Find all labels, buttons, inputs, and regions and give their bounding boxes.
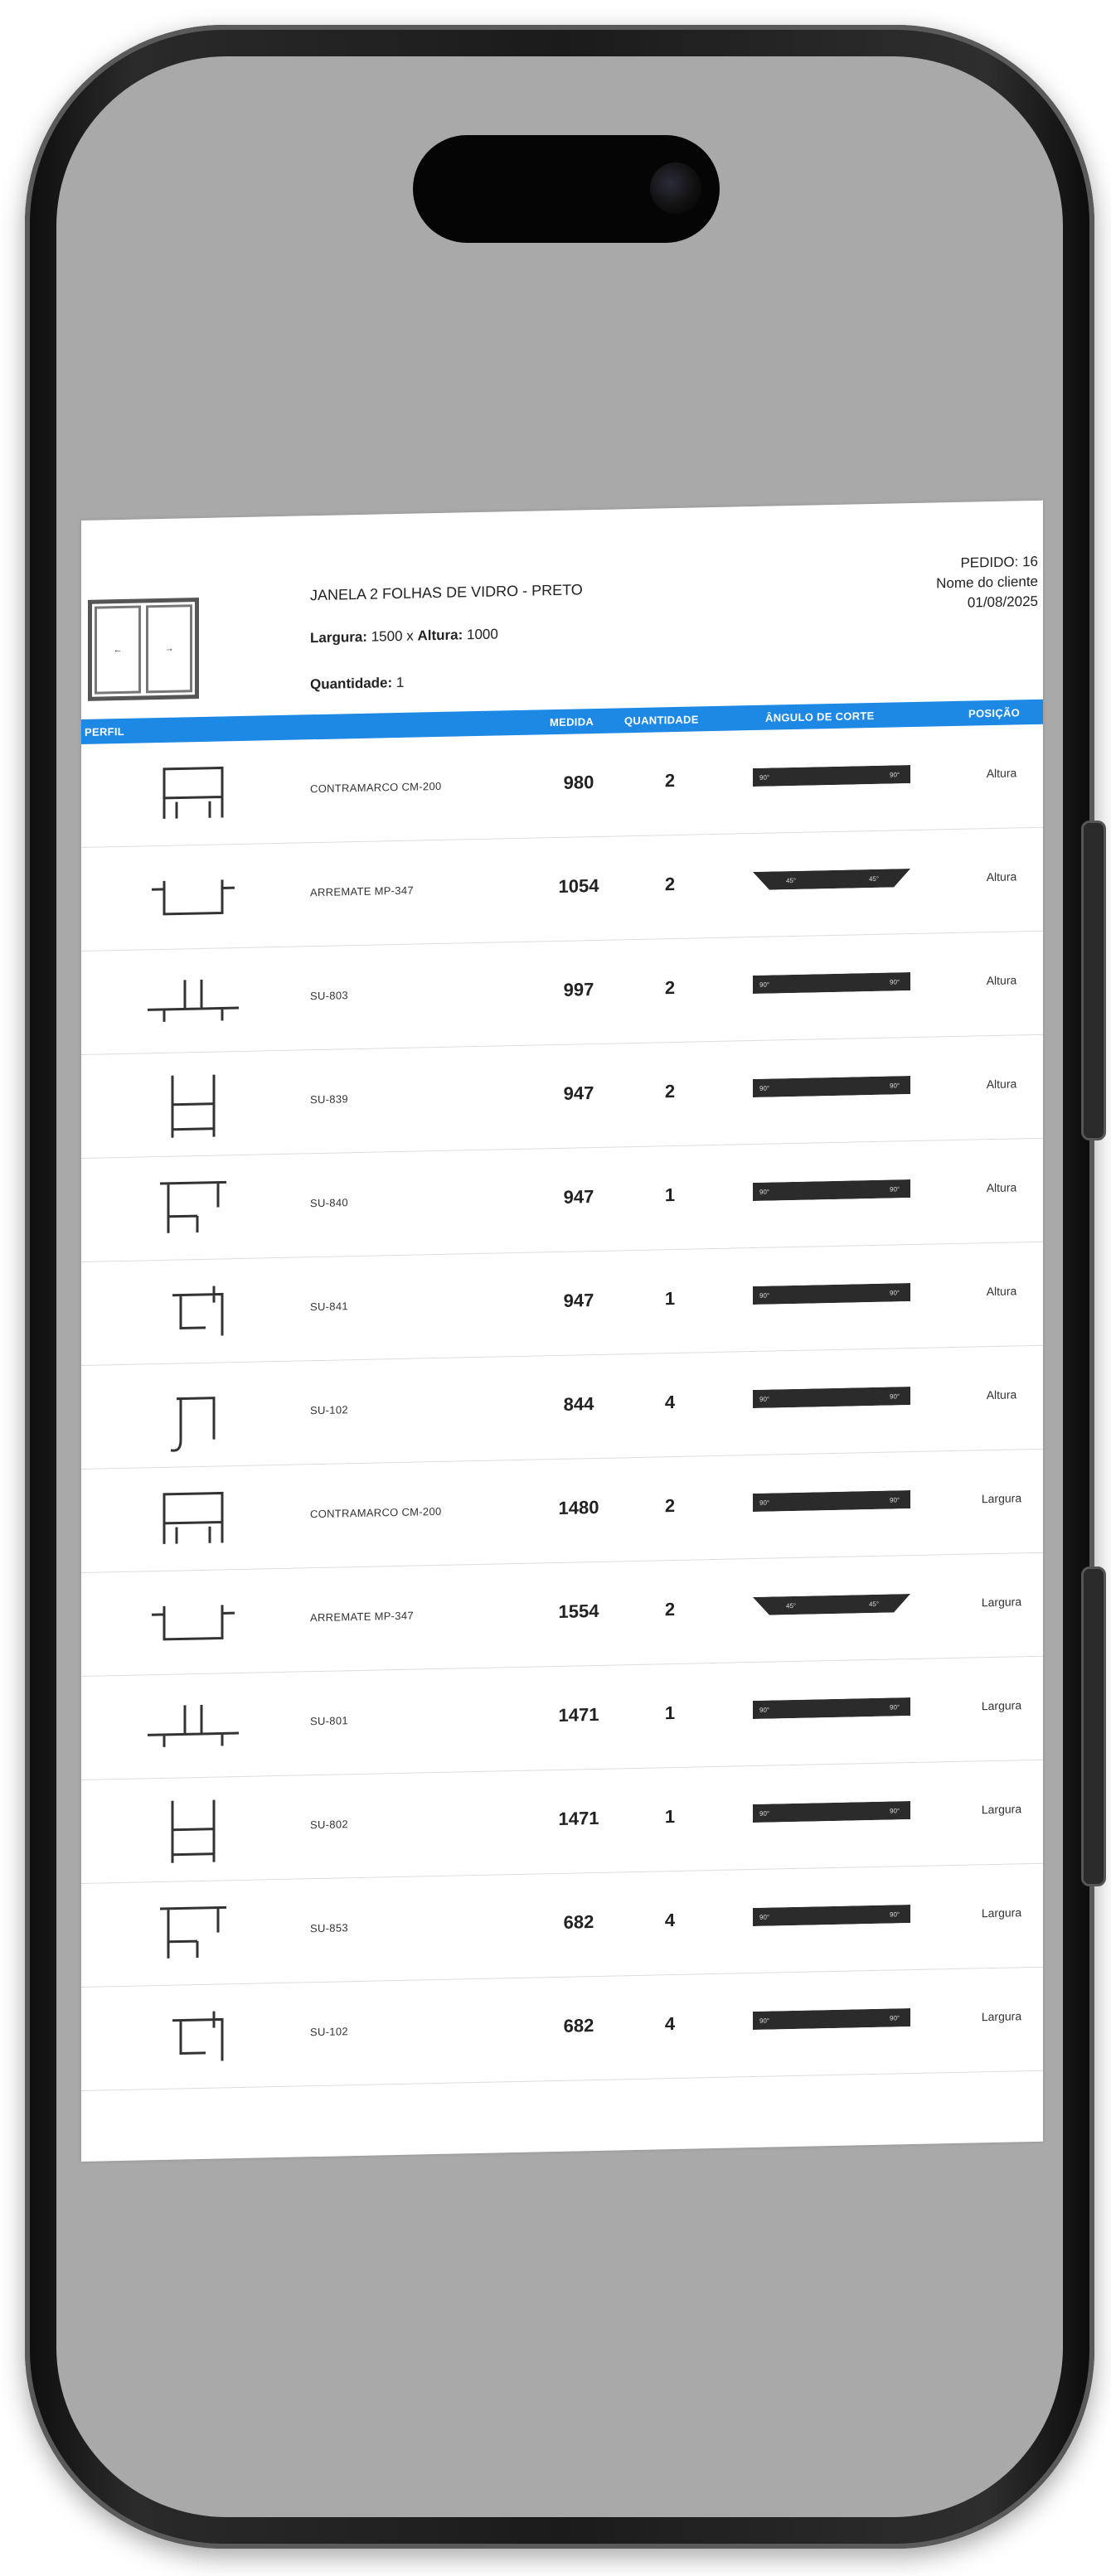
profile-name: SU-841 xyxy=(310,1300,348,1314)
quantity-value: 1 xyxy=(664,1805,676,1828)
quantity xyxy=(310,675,404,693)
position-value: Largura xyxy=(981,2009,1022,2024)
profile-drawing-icon xyxy=(139,1373,247,1458)
volume-down-button xyxy=(1081,1566,1106,1886)
measure-value: 947 xyxy=(563,1186,594,1208)
height-value: 1000 xyxy=(467,626,498,643)
measure-value: 1471 xyxy=(558,1703,599,1726)
order-meta xyxy=(936,552,1038,614)
cut-list-document xyxy=(81,501,1043,2162)
cut-angle-bar xyxy=(753,1076,910,1097)
profile-drawing-icon xyxy=(139,1891,247,1976)
measure-value: 1471 xyxy=(558,1807,599,1829)
svg-text:90°: 90° xyxy=(890,978,900,986)
profile-name: CONTRAMARCO CM-200 xyxy=(310,779,442,796)
svg-text:90°: 90° xyxy=(890,1082,900,1090)
window-pane-right: → xyxy=(146,604,192,693)
profile-drawing-icon xyxy=(139,855,247,940)
table-row xyxy=(81,724,1043,848)
svg-text:45°: 45° xyxy=(869,874,880,884)
position-value: Altura xyxy=(986,869,1017,884)
position-value: Largura xyxy=(981,1905,1022,1920)
profile-name: SU-802 xyxy=(310,1818,348,1832)
quantity-value: 4 xyxy=(664,1909,676,1931)
svg-text:90°: 90° xyxy=(890,1392,900,1401)
document-header xyxy=(81,501,1043,693)
profile-drawing-icon xyxy=(139,1269,247,1354)
cut-angle-bar xyxy=(753,1179,910,1201)
col-position: POSIÇÃO xyxy=(968,706,1021,720)
measure-value: 1480 xyxy=(558,1496,599,1518)
profile-name: SU-102 xyxy=(310,1403,348,1417)
table-row xyxy=(81,1864,1043,1988)
cut-angle-bar xyxy=(753,1905,910,1926)
order-date: 01/08/2025 xyxy=(967,593,1038,611)
quantity-value: 1 xyxy=(395,674,405,691)
cut-angle-bar xyxy=(753,1594,910,1615)
profile-drawing-icon xyxy=(139,1787,247,1872)
svg-text:90°: 90° xyxy=(759,1499,770,1507)
client-name: Nome do cliente xyxy=(936,573,1038,592)
col-angle: ÂNGULO DE CORTE xyxy=(765,709,875,724)
volume-up-button xyxy=(1081,821,1106,1140)
col-profile: PERFIL xyxy=(85,724,125,738)
table-row xyxy=(81,1242,1043,1366)
quantity-value: 2 xyxy=(664,1080,676,1102)
table-row xyxy=(81,1346,1043,1470)
svg-text:45°: 45° xyxy=(786,876,797,885)
quantity-value: 1 xyxy=(664,1287,676,1310)
window-pane-left: ← xyxy=(95,605,141,694)
measure-value: 682 xyxy=(563,1911,594,1933)
measure-value: 980 xyxy=(563,772,594,793)
cut-angle-bar xyxy=(753,869,910,890)
measure-value: 1054 xyxy=(558,874,599,897)
profile-drawing-icon xyxy=(139,1683,247,1769)
quantity-value: 2 xyxy=(664,1598,676,1620)
svg-text:90°: 90° xyxy=(759,1706,770,1714)
quantity-value: 4 xyxy=(664,2012,676,2035)
phone-screen xyxy=(56,56,1063,2517)
table-row xyxy=(81,1035,1043,1159)
position-value: Largura xyxy=(981,1698,1022,1713)
position-value: Altura xyxy=(986,1180,1017,1195)
profile-name: CONTRAMARCO CM-200 xyxy=(310,1504,442,1521)
profile-drawing-icon xyxy=(139,1994,247,2080)
svg-text:90°: 90° xyxy=(759,1395,770,1403)
col-measure: MEDIDA xyxy=(550,715,594,729)
svg-text:90°: 90° xyxy=(890,1289,900,1297)
quantity-value: 2 xyxy=(664,1494,676,1517)
camera-icon xyxy=(650,162,701,214)
cut-angle-bar xyxy=(753,1801,910,1823)
table-row xyxy=(81,1968,1043,2091)
cut-angle-bar xyxy=(753,2008,910,2030)
profile-name: ARREMATE MP-347 xyxy=(310,1609,414,1625)
profile-name: SU-801 xyxy=(310,1714,348,1728)
profile-name: SU-853 xyxy=(310,1921,348,1935)
svg-text:90°: 90° xyxy=(759,1291,770,1300)
position-value: Altura xyxy=(986,973,1017,988)
quantity-value: 2 xyxy=(664,976,676,999)
profile-name: SU-102 xyxy=(310,2025,348,2039)
svg-text:90°: 90° xyxy=(759,1188,770,1196)
profile-drawing-icon xyxy=(139,1165,247,1251)
measure-value: 682 xyxy=(563,2015,594,2036)
svg-text:90°: 90° xyxy=(759,981,770,989)
svg-text:90°: 90° xyxy=(759,1084,770,1092)
quantity-value: 4 xyxy=(664,1391,676,1413)
profile-name: SU-839 xyxy=(310,1092,348,1106)
quantity-label: Quantidade: xyxy=(310,675,393,693)
svg-text:90°: 90° xyxy=(759,1809,770,1818)
position-value: Largura xyxy=(981,1802,1022,1817)
svg-text:90°: 90° xyxy=(759,773,770,782)
quantity-value: 1 xyxy=(664,1184,676,1206)
position-value: Altura xyxy=(986,1077,1017,1092)
svg-text:90°: 90° xyxy=(890,1910,900,1919)
position-value: Largura xyxy=(981,1595,1022,1610)
quantity-value: 2 xyxy=(664,769,676,792)
phone-frame xyxy=(25,25,1094,2549)
svg-text:90°: 90° xyxy=(890,1703,900,1712)
cut-angle-bar xyxy=(753,1697,910,1719)
profile-drawing-icon xyxy=(139,1062,247,1147)
window-thumbnail-icon xyxy=(88,598,199,701)
position-value: Largura xyxy=(981,1491,1022,1506)
measure-value: 844 xyxy=(563,1393,594,1415)
cut-angle-bar xyxy=(753,972,910,994)
profile-name: SU-840 xyxy=(310,1196,348,1210)
measure-value: 947 xyxy=(563,1082,594,1104)
cut-angle-bar xyxy=(753,765,910,787)
table-body xyxy=(81,724,1043,2091)
position-value: Altura xyxy=(986,1387,1017,1402)
profile-drawing-icon xyxy=(139,751,247,836)
table-row xyxy=(81,1450,1043,1573)
position-value: Altura xyxy=(986,766,1017,781)
width-value: 1500 xyxy=(371,627,403,645)
svg-text:90°: 90° xyxy=(759,1913,770,1921)
svg-text:90°: 90° xyxy=(890,1807,900,1815)
measure-value: 947 xyxy=(563,1290,594,1311)
table-row xyxy=(81,932,1043,1055)
width-label: Largura: xyxy=(310,628,367,646)
measure-value: 997 xyxy=(563,979,594,1000)
cut-angle-bar xyxy=(753,1283,910,1305)
dynamic-island xyxy=(413,135,720,243)
quantity-value: 2 xyxy=(664,873,676,895)
position-value: Altura xyxy=(986,1284,1017,1299)
svg-text:90°: 90° xyxy=(759,2017,770,2025)
profile-name: SU-803 xyxy=(310,989,348,1003)
svg-text:90°: 90° xyxy=(890,1185,900,1194)
table-row xyxy=(81,1139,1043,1262)
measure-value: 1554 xyxy=(558,1600,599,1622)
cut-angle-bar xyxy=(753,1490,910,1512)
product-title: JANELA 2 FOLHAS DE VIDRO - PRETO xyxy=(310,581,583,604)
height-label: Altura: xyxy=(417,627,463,644)
profile-drawing-icon xyxy=(139,958,247,1043)
svg-text:90°: 90° xyxy=(890,2014,900,2022)
table-row xyxy=(81,1553,1043,1677)
quantity-value: 1 xyxy=(664,1702,676,1724)
svg-text:90°: 90° xyxy=(890,771,900,779)
dimensions: Largura: 1500 x Altura: 1000 xyxy=(310,626,498,646)
col-quantity: QUANTIDADE xyxy=(624,713,699,728)
profile-drawing-icon xyxy=(139,1476,247,1562)
order-number: PEDIDO: 16 xyxy=(960,553,1038,571)
profile-name: ARREMATE MP-347 xyxy=(310,884,414,899)
table-row xyxy=(81,1657,1043,1780)
table-row xyxy=(81,828,1043,951)
svg-text:90°: 90° xyxy=(890,1496,900,1504)
cut-angle-bar xyxy=(753,1387,910,1408)
table-row xyxy=(81,1760,1043,1884)
svg-text:45°: 45° xyxy=(869,1600,880,1609)
profile-drawing-icon xyxy=(139,1580,247,1665)
svg-text:45°: 45° xyxy=(786,1601,797,1610)
